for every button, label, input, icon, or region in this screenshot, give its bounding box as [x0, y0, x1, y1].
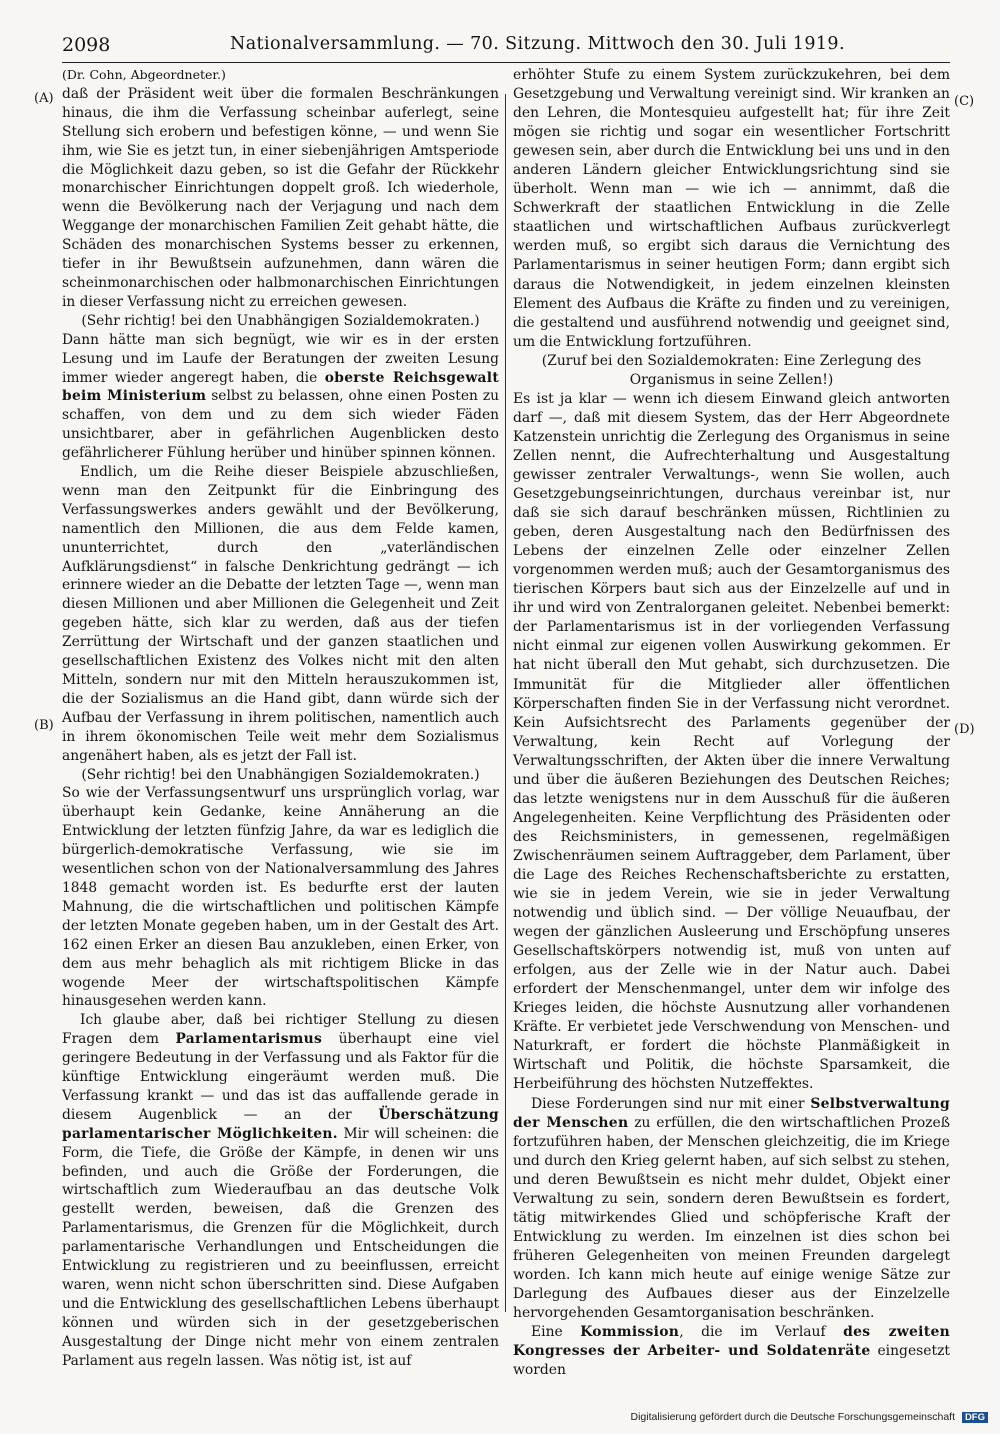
running-title: Nationalversammlung. — 70. Sitzung. Mittwoch den 30. Juli 1919. — [230, 34, 845, 54]
dfg-logo: DFG — [962, 1412, 988, 1423]
paragraph: Dann hätte man sich begnügt, wie wir es in der ersten Lesung und im Laufe der Beratungen der zweiten Lesung immer wieder angeregt haben, die oberste Reichsgewalt beim Ministerium selbst zu belassen, ohne einen Posten zu schaffen, von dem und zu dem sich wieder Fäden unsichtbarer, aber in gefährlichen Augenblicken desto gefährlicherer Fühlung herüber und hinüber spinnen können. — [62, 331, 499, 462]
interjection: (Zuruf bei den Sozialdemokraten: Eine Zerlegung des Organismus in seine Zellen!) — [541, 352, 922, 388]
column-rule — [505, 94, 506, 1312]
emphasis: oberste Reichsgewalt beim Ministerium — [62, 369, 499, 405]
paragraph: So wie der Verfassungsentwurf uns ursprünglich vorlag, war überhaupt kein Gedanke, keine Annäherung an die Entwicklung der letzten fünfzig Jahre, da war es lediglich die bürgerlich-demokratische Verfassung, wie sie im wesentlichen schon von der Nationalversammlung des Jahres 1848 gemacht worden ist. Es bedurfte erst der lauten Mahnung, die die wirtschaftlichen und politischen Kämpfe der letzten Monate gegeben haben, um in der Gestalt des Art. 162 einen Erker an diesen Bau anzukleben, einen Erker, von dem aus mehr behaglich als mit richtigem Blicke in das wogende Meer der wirtschaftspolitischen Kämpfe hinausgesehen werden kann. — [62, 785, 499, 1010]
left-column — [62, 66, 499, 1371]
paragraph: erhöhter Stufe zu einem System zurückzukehren, bei dem Gesetzgebung und Verwaltung vereinigt sind. Wir kranken an den Lehren, die Montesquieu aufgestellt hat; für ihre Zeit mögen sie richtig und sogar ein wesentlicher Fortschritt gewesen sein, aber durch die Entwicklung bei uns und in den anderen Ländern gleicher Entwicklungsrichtung sind sie überholt. Wenn man — wie ich — annimmt, daß die Schwerkraft der staatlichen Entwicklung in die Zelle staatlichen und wirtschaftlichen Aufbaus zurückverlegt werden muß, so ergibt sich daraus die Vernichtung des Parlamentarismus in seiner heutigen Form; dann ergibt sich daraus die Notwendigkeit, in jedem einzelnen kleinsten Element des Aufbaus die Kräfte zu finden und zu vereinigen, die gestaltend und ausführend notwendig und geeignet sind, um die Entwicklung fortzuführen. — [513, 67, 950, 350]
paragraph: Eine Kommission, die im Verlauf des zweiten Kongresses der Arbeiter- und Soldatenräte eingesetzt worden — [513, 1324, 951, 1379]
margin-marker-b: (B) — [34, 718, 54, 733]
paragraph: Diese Forderungen sind nur mit einer Selbstverwaltung der Menschen zu erfüllen, die den wirtschaftlichen Prozeß fortzuführen haben, der Menschen gleichzeitig, die im Kriege und durch den Krieg gelernt haben, auf sich selbst zu stehen, und deren Bewußtsein es nicht mehr duldet, Objekt einer Verwaltung zu sein, sondern deren Bewußtsein es fordert, tätig mitwirkendes Glied und schöpferische Kraft der Entwicklung zu werden. Im einzelnen ist dies schon bei früheren Gelegenheiten von meinen Freunden dargelegt worden. Ich kann mich heute auf einige wenige Sätze zur Darlegung des Aufbaues dieser aus der Einzelzelle hervorgehenden Gesamtorganisation beschränken. — [513, 1095, 950, 1322]
emphasis: Überschätzung parlamentarischer Möglichkeiten. — [62, 1106, 499, 1142]
funding-text: Digitalisierung gefördert durch die Deutsche Forschungsgemeinschaft — [630, 1411, 956, 1423]
paragraph: daß der Präsident weit über die formalen Beschränkungen hinaus, die ihm die Verfassung scheinbar auferlegt, seine Stellung sich erobern und befestigen könne, — und wenn Sie ihm, wie Sie es jetzt tun, in einer siebenjährigen Amtsperiode die Möglichkeit dazu geben, so ist die Gefahr der Rückkehr monarchischer Einrichtungen doppelt groß. Ich wiederhole, wenn die Bevölkerung nach der Verjagung und nach dem Weggange der monarchischen Familien Zeit gehabt hätte, die Schäden des monarchischen Systems besser zu erkennen, tiefer in ihr Bewußtsein aufzunehmen, dann wären die scheinmonarchischen oder halbmonarchischen Einrichtungen in dieser Verfassung nicht zu erreichen gewesen. — [62, 85, 499, 310]
margin-marker-a: (A) — [34, 91, 54, 106]
page-header — [62, 34, 950, 63]
paragraph: Ich glaube aber, daß bei richtiger Stellung zu diesen Fragen dem Parlamentarismus überhaupt eine viel geringere Bedeutung in der Verfassung und als Faktor für die künftige Entwicklung eingeräumt werden muß. Die Verfassung krankt — und das ist das auffallende gerade in diesem Augenblick — an der Überschätzung parlamentarischer Möglichkeiten. Mir will scheinen: die Form, die Tiefe, die Größe der Kämpfe, in denen wir uns befinden, und auch die Größe der Forderungen, die wirtschaftlich zum Wiederaufbau an das deutsche Volk gestellt werden, beweisen, daß die Grenzen des Parlamentarismus, die Grenzen für die Möglichkeit, durch parlamentarische Verhandlungen und Entscheidungen die Entwicklung zu registrieren und zu beeinflussen, erreicht waren, wenn nicht schon überschritten sind. Diese Aufgaben und die Entwicklung des gesellschaftlichen Lebens überhaupt können und würden sich in der gesetzgeberischen Ausgestaltung der Dinge nicht mehr von einem zentralen Parlament aus regeln lassen. Was nötig ist, ist auf — [62, 1012, 499, 1369]
right-column — [513, 66, 950, 1380]
paragraph: Es ist ja klar — wenn ich diesem Einwand gleich antworten darf —, daß mit diesem System, das der Herr Abgeordnete Katzenstein unrichtig die Zerlegung des Organismus in seine Zellen nennt, die Aufrechterhaltung und Ausgestaltung gewisser zentraler Verwaltungs-, wenn Sie wollen, auch Gesetzgebungseinrichtungen, durchaus vereinbar ist, nur daß sie sich darauf beschränken müssen, Richtlinien zu geben, deren Ausgestaltung nach den Bedürfnissen des Lebens der einzelnen Zelle oder einzelner Zellen vorgenommen werden muß; auch der Gesamtorganismus des tierischen Körpers baut sich aus der Einzelzelle auf und in ihr und wird von Zentralorganen geleitet. Nebenbei bemerkt: der Parlamentarismus ist in der vorliegenden Verfassung nicht einmal zur eigenen vollen Auswirkung gekommen. Er hat nicht überall den Mut gehabt, sich durchzusetzen. Die Immunität für die Mitglieder aller öffentlichen Körperschaften finden Sie in der Verfassung nicht verordnet. Kein Aufsichtsrecht des Parlaments gegenüber der Verwaltung, kein Recht auf Vorlegung der Verwaltungsschriften, der Akten über die innere Verwaltung und über die äußeren Beziehungen des Deutschen Reiches; das letzte wenigstens nur in dem Ausschuß für die äußeren Angelegenheiten. Keine Verpflichtung des Präsidenten oder des Reichsministers, in gemessenen, regelmäßigen Zwischenräumen seinem Auftraggeber, dem Parlament, über die Lage des Reiches Rechenschaftsberichte zu erstatten, wie sie in jedem Verein, wie sie in jeder Verwaltung notwendig und üblich sind. — Der völlige Neuaufbau, der wegen der gänzlichen Ausleerung und Erschöpfung unseres Gesellschaftskörpers notwendig ist, muß von unten auf erfolgen, aus der Zelle wie in der Natur auch. Dabei erfordert der Menschenmangel, unter dem wir infolge des Krieges leiden, die höchste Ausnutzung aller vorhandenen Kräfte. Er verbietet jede Verschwendung von Menschen- und Naturkraft, er fordert die höchste Planmäßigkeit in Wirtschaft und Politik, die höchste Sparsamkeit, die Herbeiführung des höchsten Nutzeffektes. — [513, 390, 950, 1093]
margin-marker-d: (D) — [954, 722, 975, 737]
page-number: 2098 — [62, 34, 111, 56]
interjection: (Sehr richtig! bei den Unabhängigen Sozialdemokraten.) — [81, 312, 480, 329]
margin-marker-c: (C) — [954, 94, 975, 109]
emphasis: Parlamentarismus — [175, 1031, 323, 1048]
interjection: (Sehr richtig! bei den Unabhängigen Sozialdemokraten.) — [81, 766, 480, 783]
emphasis: Selbstverwaltung der Menschen — [513, 1095, 950, 1131]
emphasis: des zweiten Kongresses der Arbeiter- und Soldatenräte — [513, 1324, 950, 1360]
emphasis: Kommission — [580, 1324, 680, 1341]
speaker-label: (Dr. Cohn, Abgeordneter.) — [62, 67, 226, 82]
paragraph: Endlich, um die Reihe dieser Beispiele abzuschließen, wenn man den Zeitpunkt für die Einbringung des Verfassungswerkes anders gewählt und der Bevölkerung, namentlich den Millionen, die aus dem Felde kamen, ununterrichtet, durch den „vaterländischen Aufklärungsdienst“ in falsche Denkrichtung gedrängt — ich erinnere wieder an die Debatte der letzten Tage —, wenn man diesen Millionen und aber Millionen die Gelegenheit und Zeit gegeben hätte, sich klar zu werden, daß aus der tiefen Zerrüttung der Wirtschaft und der ganzen staatlichen und gesellschaftlichen Existenz des Volkes nicht mit den alten Mitteln, sondern nur mit den Mitteln herauszukommen ist, die der Sozialismus an die Hand gibt, dann würde sich der Aufbau der Verfassung in ihrem politischen, namentlich auch in ihrem ökonomischen Teile weit mehr dem Sozialismus angenähert haben, als es jetzt der Fall ist. — [62, 464, 499, 764]
funding-footer — [631, 1411, 989, 1423]
